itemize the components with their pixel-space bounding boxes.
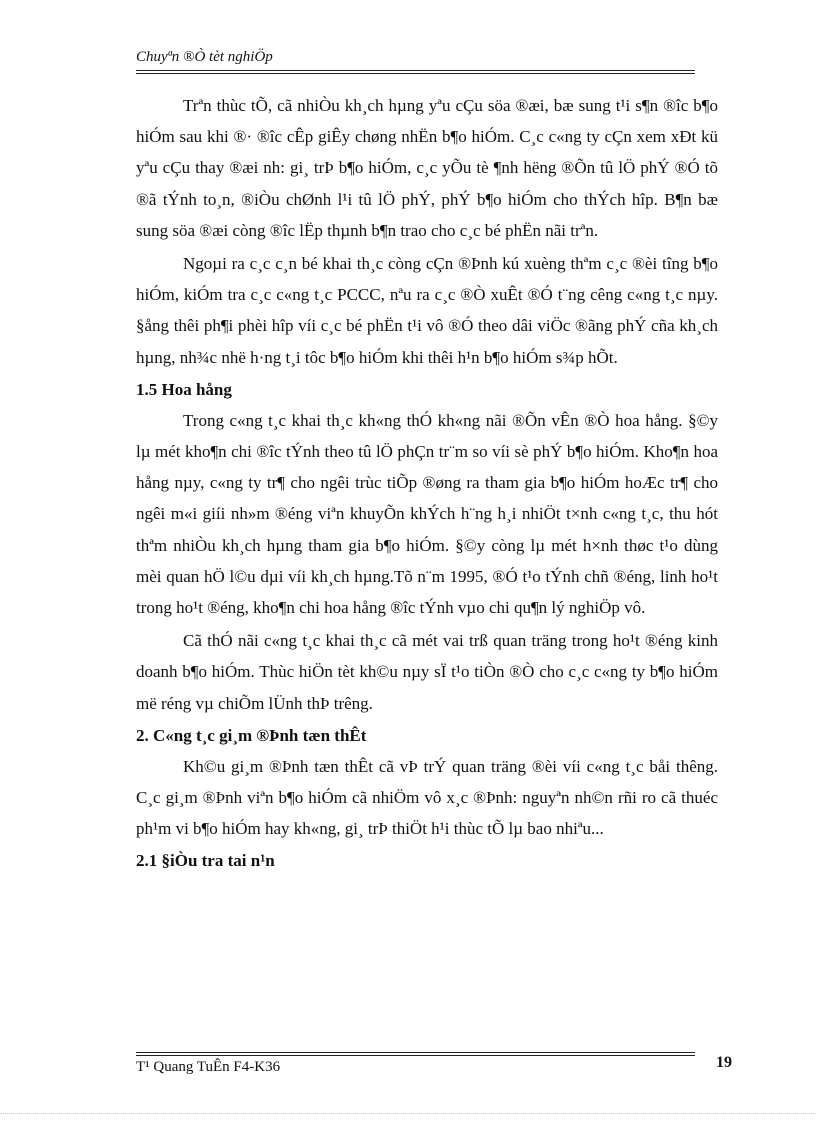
page-number: 19 [716, 1054, 732, 1071]
section-heading: 1.5 Hoa hång [136, 379, 232, 399]
paragraph: Cã thÓ nãi c«ng t¸c khai th¸c cã mét vai trß quan träng trong ho¹t ®éng kinh doanh b¶o hiÓm. Thùc hiÖn tèt kh©u nµy sÏ t¹o tiÒn ®Ò cho c¸c c«ng ty b¶o hiÓm më réng vµ chiÕm lÜnh thÞ trêng. [136, 631, 718, 713]
section-heading: 2.1 §iÒu tra tai n¹n [136, 851, 275, 871]
paragraph: Trong c«ng t¸c khai th¸c kh«ng thÓ kh«ng nãi ®Õn vÊn ®Ò hoa hång. §©y lµ mét kho¶n chi ®îc tÝnh theo tû lÖ phÇn tr¨m so víi sè phÝ b¶o hiÓm. Kho¶n hoa hång nµy, c«ng ty tr¶ cho ngêi trùc tiÕp ®øng ra tham gia b¶o hiÓm hoÆc tr¶ cho ngêi m«i giíi nh»m ®éng viªn khuyÕn khÝch h¨ng h¸i nhiÖt t×nh c«ng t¸c, thu hót thªm nhiÒu kh¸ch hµng tham gia b¶o hiÓm. §©y còng lµ mét h×nh thøc t¹o dùng mèi quan hÖ l©u dµi víi kh¸ch hµng.Tõ n¨m 1995, ®Ó t¹o tÝnh chñ ®éng, linh ho¹t trong ho¹t ®éng, kho¶n chi hoa hång ®îc tÝnh vµo chi qu¶n lý nghiÖp vô. [136, 410, 718, 618]
footer-divider-secondary [136, 1055, 695, 1056]
section-heading: 2. C«ng t¸c gi¸m ®Þnh tæn thÊt [136, 725, 367, 745]
paragraph: Trªn thùc tÕ, cã nhiÒu kh¸ch hµng yªu cÇu söa ®æi, bæ sung t¹i s¶n ®îc b¶o hiÓm sau khi ®· ®îc cÊp giÊy chøng nhËn b¶o hiÓm. C¸c c«ng ty cÇn xem xÐt kü yªu cÇu thay ®æi nh: gi¸ trÞ b¶o hiÓm, c¸c yÕu tè ¶nh hëng ®Õn tû lÖ phÝ ®Ó tõ ®ã tÝnh to¸n, ®iÒu chØnh l¹i tû lÖ phÝ, phÝ b¶o hiÓm cho thÝch hîp. B¶n bæ sung söa ®æi còng ®îc lËp thµnh b¶n trao cho c¸c bé phËn nãi trªn. [136, 96, 718, 240]
paragraph: Ngoµi ra c¸c c¸n bé khai th¸c còng cÇn ®Þnh kú xuèng thªm c¸c ®èi tîng b¶o hiÓm, kiÓm tra c¸c c«ng t¸c PCCC, nªu ra c¸c ®Ò xuÊt ®Ó t¨ng cêng c«ng t¸c nµy. §ång thêi ph¶i phèi hîp víi c¸c bé phËn t¹i vô ®Ó theo dâi viÖc ®ãng phÝ cña kh¸ch hµng, nh¾c nhë h·ng t¸i tôc b¶o hiÓm khi thêi h¹n b¶o hiÓm s¾p hÕt. [136, 254, 718, 367]
footer-divider [136, 1052, 695, 1053]
paragraph: Kh©u gi¸m ®Þnh tæn thÊt cã vÞ trÝ quan träng ®èi víi c«ng t¸c båi thêng. C¸c gi¸m ®Þnh viªn b¶o hiÓm cã nhiÖm vô x¸c ®Þnh: nguyªn nh©n rñi ro cã thuéc ph¹m vi b¶o hiÓm hay kh«ng, gi¸ trÞ thiÖt h¹i thùc tÕ lµ bao nhiªu... [136, 756, 718, 839]
footer-author: T¹ Quang TuÊn F4-K36 [136, 1059, 281, 1075]
header-divider-secondary [136, 73, 695, 74]
document-body [136, 90, 718, 876]
header-divider [136, 70, 695, 71]
page-bottom-border [0, 1113, 816, 1114]
running-header: Chuyªn ®Ò tèt nghiÖp [136, 49, 273, 65]
